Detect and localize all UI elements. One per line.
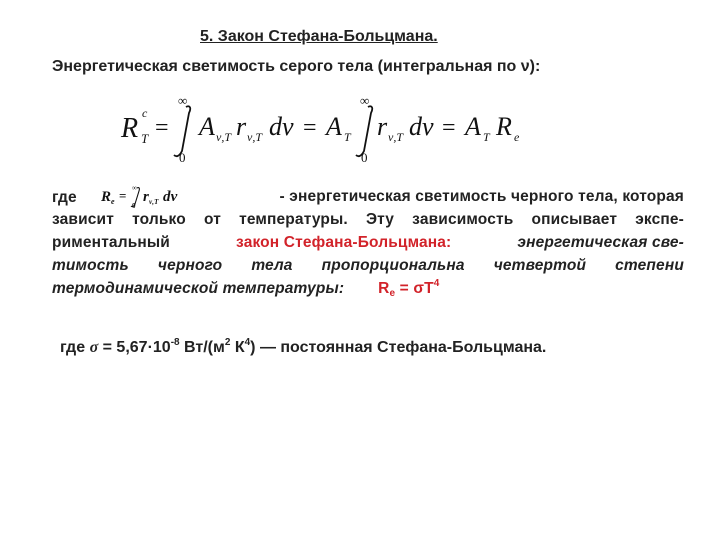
int-lower-2: 0 [361,150,368,165]
eq-term1-r-sub: ν,T [247,130,262,144]
int-upper-2: ∞ [360,95,370,108]
eq-term1-a: A [199,112,215,141]
sigma-symbol: σ [89,339,99,356]
line2-word: зависимость [412,211,514,228]
re-r: r [142,189,149,205]
line4-word: тимость [52,257,129,274]
eq-lhs-sub: T [141,131,149,146]
re-lhs-sub: e [110,197,115,206]
law-formula [378,277,439,300]
line5-italic: термодинамической температуры: [52,280,345,297]
line4-word: четвертой [493,257,587,274]
re-r-sub: ν,T [148,198,159,206]
footer-prefix: где [60,339,90,356]
sigma-exponent: -8 [170,337,180,348]
page-title: 5. Закон Стефана-Больцмана. [200,28,438,45]
line2-word: зависит [52,211,114,228]
line3-italic: энергетическая све- [517,234,684,251]
re-lhs: R [100,189,111,205]
sigma-definition [60,339,546,357]
eq-term1-r: r [236,112,247,141]
re-int-upper: ∞ [131,185,137,192]
eq-term3-r: R [496,112,512,141]
re-equals: = [118,188,127,203]
formula-sup: 4 [433,278,440,289]
formula-rest: = σT [395,280,434,297]
paragraph-line-2 [52,208,684,231]
formula-sub: e [389,288,396,299]
eq-term2-a: A [326,112,342,141]
formula-r: R [378,280,390,297]
eq-equals-1: = [155,115,169,141]
integral-sign-2 [356,106,372,156]
description-paragraph [52,185,684,300]
line4-word: пропорциональна [321,257,465,274]
eq-term3-r-sub: e [514,130,520,144]
line2-word: только [132,211,186,228]
integral-sign-1 [174,106,190,156]
line2-word: температуры. [239,211,348,228]
unit-part-a: Вт/(м [179,339,225,356]
eq-term2-d: dν [409,112,434,141]
unit-part-c: ) — постоянная Стефана-Больцмана. [250,339,547,356]
eq-term2-r-sub: ν,T [388,130,403,144]
paragraph-line-4 [52,254,684,277]
paragraph-line-1 [52,185,684,208]
line4-word: черного [157,257,223,274]
unit-sup-2: 4 [244,337,251,348]
line2-word: экспе- [635,211,684,228]
eq-term2-r: r [377,112,388,141]
re-int-lower: 0 [131,202,136,208]
line2-word: описывает [531,211,618,228]
eq-lhs: R [121,113,139,144]
eq-term1-d: dν [269,112,294,141]
paragraph-line-1-text: - энергетическая светимость черного тела, которая [279,188,684,205]
int-upper-1: ∞ [178,95,188,108]
eq-term2-a-sub: T [344,130,351,144]
unit-sup-1: 2 [224,337,231,348]
intro-text: Энергетическая светимость серого тела (интегральная по ν): [52,58,541,75]
line4-word: тела [251,257,293,274]
int-lower-1: 0 [179,150,186,165]
eq-term1-a-sub: ν,T [216,130,231,144]
eq-term3-a-sub: T [483,130,490,144]
stefan-boltzmann-law-link: закон Стефана-Больцмана: [236,234,452,251]
re-equation [79,185,197,208]
eq-lhs-sup: c [142,106,148,120]
main-equation [115,95,535,165]
where-word: где [52,189,77,206]
line2-word: Эту [365,211,395,228]
eq-equals-2: = [303,115,317,141]
eq-term3-a: A [465,112,481,141]
unit-part-b: К [230,339,245,356]
line4-word: степени [615,257,684,274]
sigma-value: = 5,67·10 [98,339,171,356]
paragraph-line-5 [52,277,684,300]
paragraph-line-3 [52,231,684,254]
re-d: dν [162,189,178,205]
line2-word: от [203,211,221,228]
line3-plain: риментальный [52,234,170,251]
where-label-1 [52,185,199,208]
eq-equals-3: = [442,115,456,141]
